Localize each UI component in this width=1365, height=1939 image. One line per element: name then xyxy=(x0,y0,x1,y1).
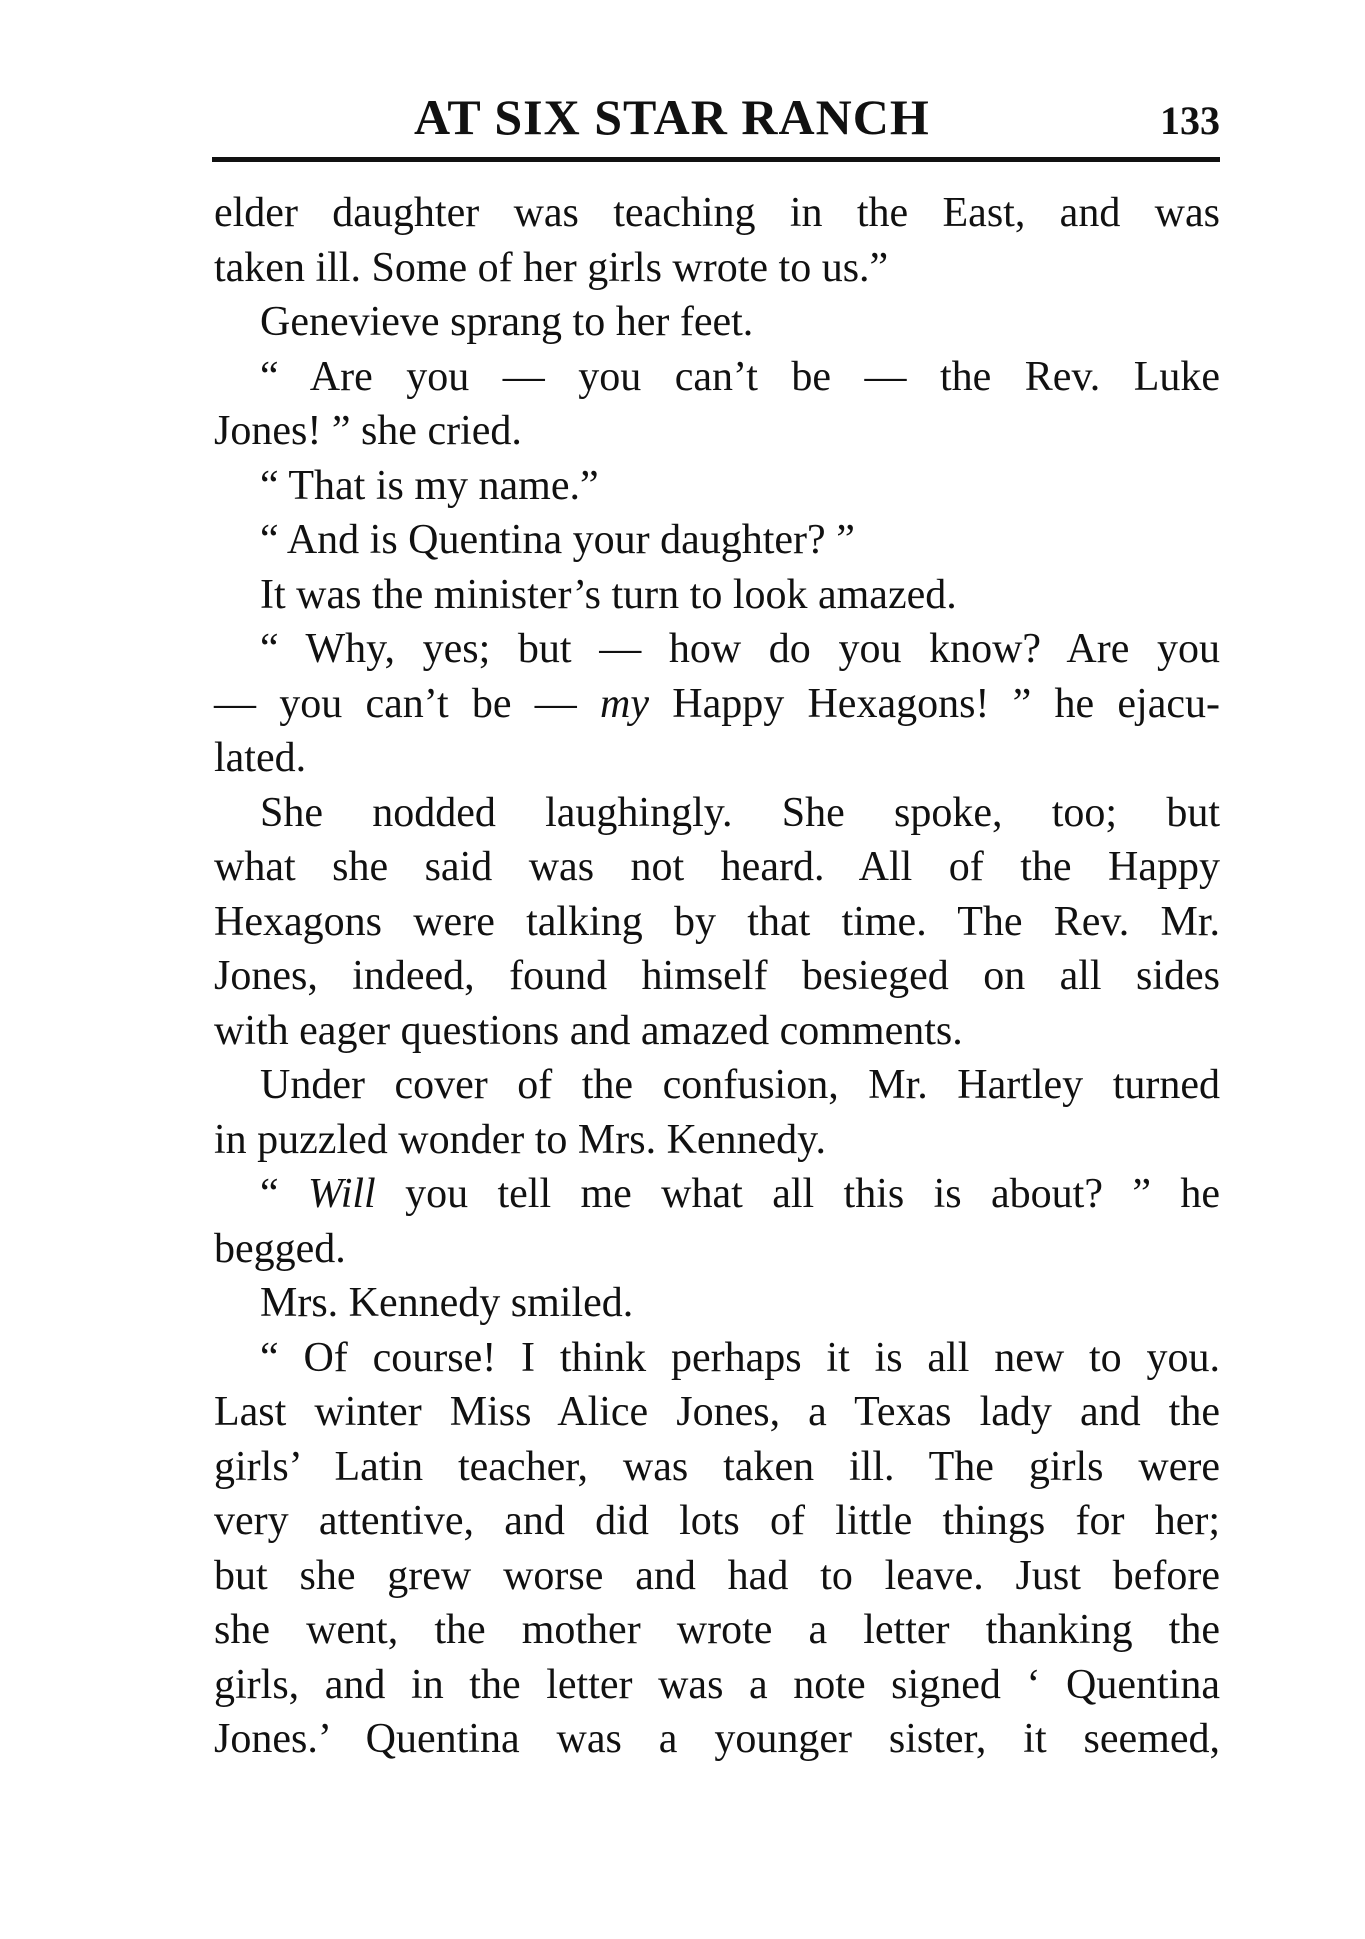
text-line: taken ill. Some of her girls wrote to us.” xyxy=(214,244,889,291)
text-line: Genevieve sprang to her feet. xyxy=(260,299,754,345)
text-line: “ And is Quentina your daughter? ” xyxy=(260,517,855,563)
text-line: lated. xyxy=(214,735,307,781)
text-line: very attentive, and did lots of little things for her; xyxy=(214,1498,1220,1544)
text-line: Mrs. Kennedy smiled. xyxy=(260,1280,634,1326)
text-line: girls’ Latin teacher, was taken ill. The girls were xyxy=(214,1443,1220,1490)
text-line: in puzzled wonder to Mrs. Kennedy. xyxy=(214,1116,826,1163)
page-number: 133 xyxy=(1160,98,1220,143)
text-line: but she grew worse and had to leave. Just before xyxy=(214,1552,1220,1599)
text-line: Jones, indeed, found himself besieged on all sides xyxy=(214,953,1220,999)
text-segment: — you can’t be — xyxy=(214,680,601,727)
text-line xyxy=(214,1167,1220,1222)
text-line: Last winter Miss Alice Jones, a Texas lady and the xyxy=(214,1389,1220,1435)
header-rule xyxy=(212,157,1220,162)
text-line: elder daughter was teaching in the East, and was xyxy=(214,190,1220,236)
body-text xyxy=(214,186,1220,1767)
text-line: “ That is my name.” xyxy=(260,462,599,509)
text-line: She nodded laughingly. She spoke, too; but xyxy=(260,789,1220,836)
text-line: Hexagons were talking by that time. The Rev. Mr. xyxy=(214,898,1220,945)
text-line: she went, the mother wrote a letter thanking the xyxy=(214,1607,1220,1653)
italic-word: my xyxy=(600,680,650,727)
text-line: “ Are you — you can’t be — the Rev. Luke xyxy=(260,353,1220,400)
text-line: “ Of course! I think perhaps it is all new to you. xyxy=(260,1334,1220,1381)
text-segment: you tell me what all this is about? ” he xyxy=(375,1171,1220,1217)
text-line: “ Why, yes; but — how do you know? Are you xyxy=(260,626,1220,672)
text-line: It was the minister’s turn to look amazed. xyxy=(260,571,957,618)
text-line: what she said was not heard. All of the Happy xyxy=(214,844,1220,890)
text-segment: Happy Hexagons! ” he ejacu- xyxy=(649,680,1221,727)
italic-word: Will xyxy=(308,1171,376,1217)
text-line: Under cover of the confusion, Mr. Hartley turned xyxy=(260,1062,1220,1108)
running-title: AT SIX STAR RANCH xyxy=(414,89,930,145)
text-segment: “ xyxy=(260,1171,309,1217)
text-line: with eager questions and amazed comments. xyxy=(214,1007,963,1054)
text-line: begged. xyxy=(214,1225,346,1272)
text-line xyxy=(214,677,1220,732)
text-line: Jones! ” she cried. xyxy=(214,408,522,454)
text-line: Jones.’ Quentina was a younger sister, it seemed, xyxy=(214,1716,1220,1762)
text-line: girls, and in the letter was a note signed ‘ Quentina xyxy=(214,1661,1220,1708)
running-head xyxy=(214,82,1220,152)
